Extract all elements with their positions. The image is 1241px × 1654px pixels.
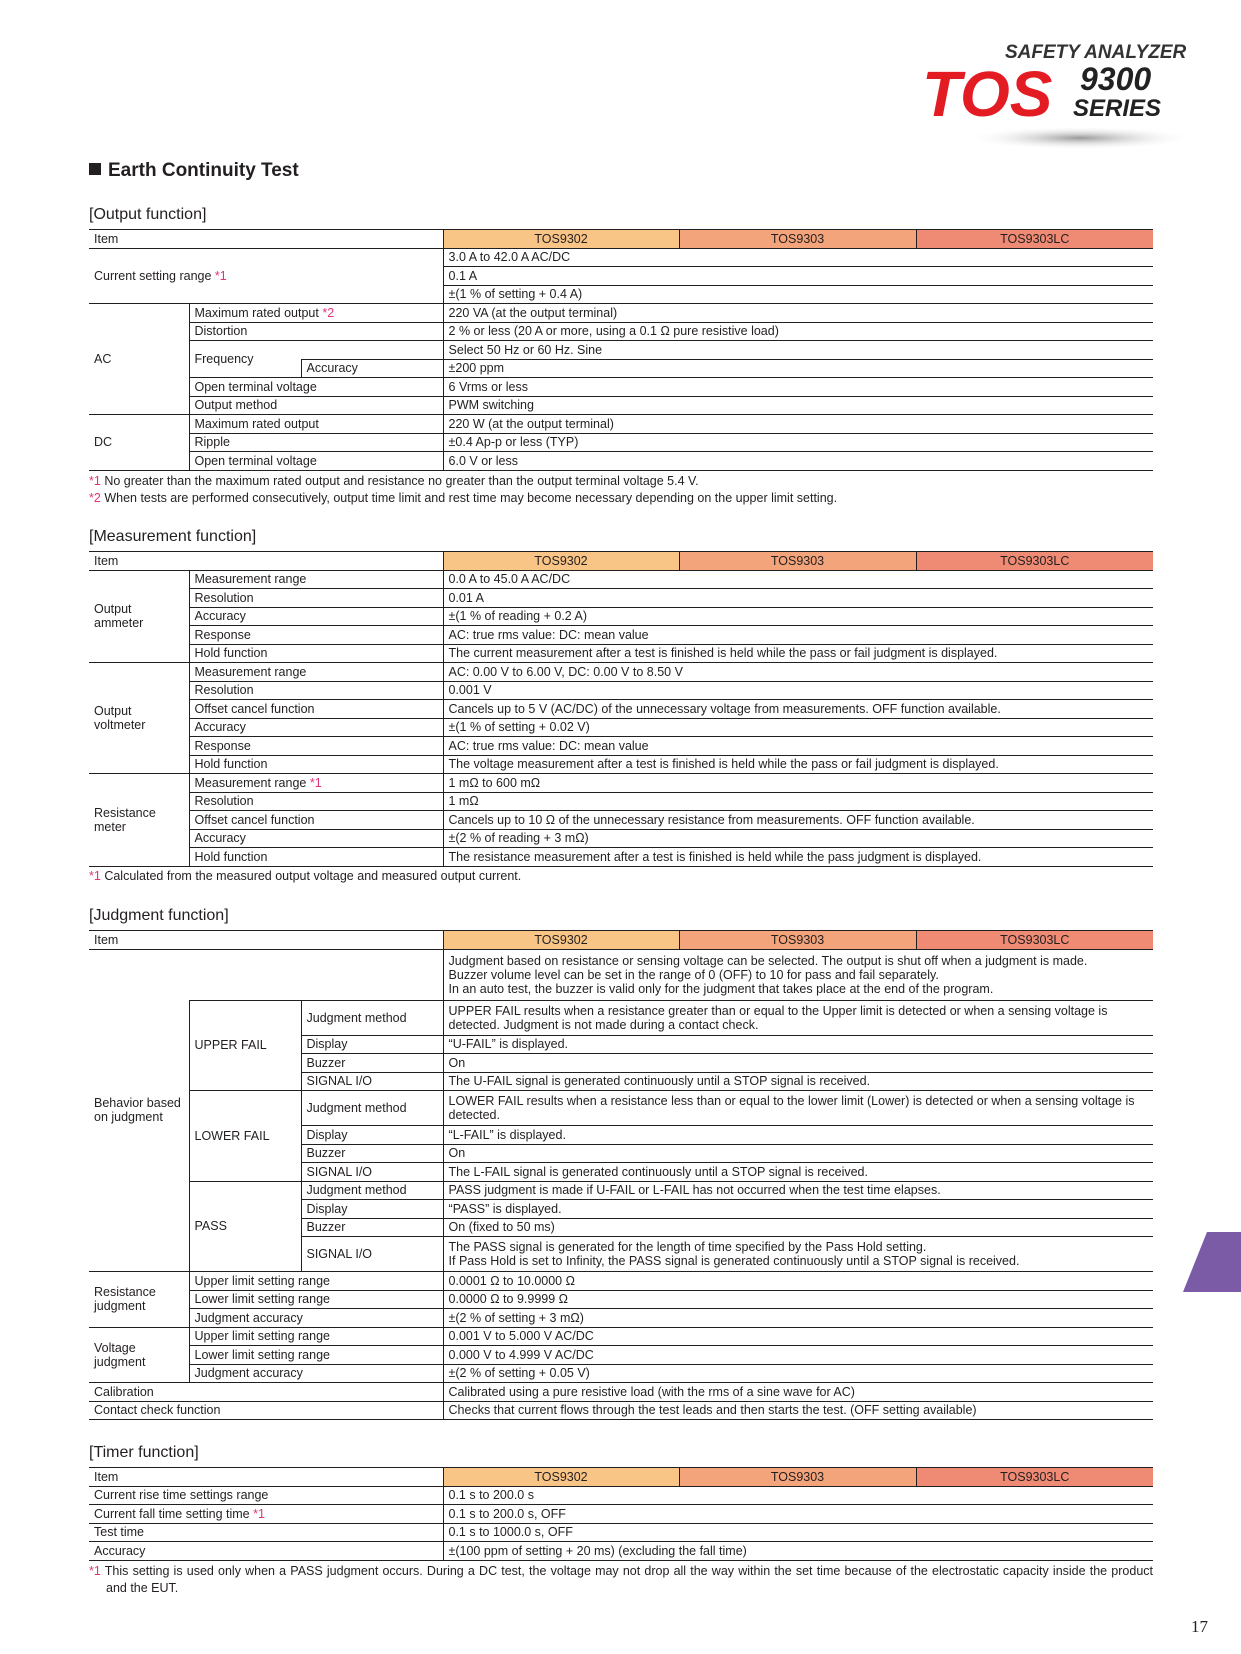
row-label: Open terminal voltage [189,378,443,397]
table-row [89,663,1153,682]
table-row [89,1181,1153,1200]
table-row [89,949,1153,1000]
cell-value: Judgment based on resistance or sensing voltage can be selected. The output is shut off when a judgment is made. Buzzer volume level can be set in the range of 0 (OFF) to 10 for pass and fail separately. In an auto test, the buzzer is valid only for the judgment that takes place at the end of the program. [443,949,1153,1000]
tos9300-logo [910,28,1210,158]
row-label: Accuracy [189,829,443,848]
cell-value: 0.1 A [443,267,1153,286]
cell-value: The voltage measurement after a test is finished is held while the pass or fail judgment is displayed. [443,755,1153,774]
row-label: Offset cancel function [189,700,443,719]
cell-value: On [443,1054,1153,1073]
cell-value: 0.0000 Ω to 9.9999 Ω [443,1290,1153,1309]
cell-value: The U-FAIL signal is generated continuously until a STOP signal is received. [443,1072,1153,1091]
table-header-row [89,552,1153,571]
cell-value: PASS judgment is made if U-FAIL or L-FAIL has not occurred when the test time elapses. [443,1181,1153,1200]
cell-value: 0.1 s to 200.0 s [443,1486,1153,1505]
table-row [89,378,1153,397]
cell-value: 0.1 s to 1000.0 s, OFF [443,1523,1153,1542]
cell-value: AC: 0.00 V to 6.00 V, DC: 0.00 V to 8.50 V [443,663,1153,682]
table-row [89,248,1153,267]
cell-value: The L-FAIL signal is generated continuously until a STOP signal is received. [443,1163,1153,1182]
row-label: Maximum rated output [189,415,443,434]
row-label: Response [189,737,443,756]
row-label: Accuracy [189,718,443,737]
table-row [89,1091,1153,1126]
tos9303lc-header: TOS9303LC [916,230,1153,249]
row-group-label: Resistance meter [89,774,189,867]
row-label: Maximum rated output *2 [189,304,443,323]
row-label: Measurement range *1 [189,774,443,793]
table-row [89,396,1153,415]
row-label: Ripple [189,433,443,452]
table-row [89,755,1153,774]
table-row [89,452,1153,471]
cell-value: The PASS signal is generated for the length of time specified by the Pass Hold setting. If Pass Hold is set to Infinity, the PASS signal is generated continuously until a STOP signal is received. [443,1237,1153,1272]
row-group-label: DC [89,415,189,471]
row-label: Resolution [189,589,443,608]
table-row [89,829,1153,848]
table-header-row [89,1468,1153,1487]
item-header: Item [89,931,443,950]
table-row [89,415,1153,434]
row-label: Output method [189,396,443,415]
row-label: Hold function [189,755,443,774]
table-row [89,718,1153,737]
cell-value: 2 % or less (20 A or more, using a 0.1 Ω pure resistive load) [443,322,1153,341]
square-bullet-icon [89,163,101,175]
section-title-text: Earth Continuity Test [108,160,299,181]
row-label: Upper limit setting range [189,1327,443,1346]
tos9303-header: TOS9303 [679,230,916,249]
judgment-function-heading: [Judgment function] [89,907,229,924]
cell-value: On (fixed to 50 ms) [443,1218,1153,1237]
cell-value: 0.0 A to 45.0 A AC/DC [443,570,1153,589]
output-function-heading: [Output function] [89,206,207,223]
row-label: LOWER FAIL [189,1091,301,1182]
cell-value: ±0.4 Ap-p or less (TYP) [443,433,1153,452]
cell-value: Select 50 Hz or 60 Hz. Sine [443,341,1153,360]
table-row [89,589,1153,608]
table-row [89,681,1153,700]
row-label: Hold function [189,644,443,663]
table-row [89,1309,1153,1328]
row-group-label: Output ammeter [89,570,189,663]
row-group-label: Voltage judgment [89,1327,189,1383]
row-sublabel: Accuracy [301,359,443,378]
row-label: Measurement range [189,663,443,682]
row-sublabel: Buzzer [301,1144,443,1163]
tos9302-header: TOS9302 [443,552,679,571]
row-label: Judgment accuracy [189,1309,443,1328]
cell-value: AC: true rms value: DC: mean value [443,737,1153,756]
row-label: Distortion [189,322,443,341]
cell-value: ±(1 % of reading + 0.2 A) [443,607,1153,626]
table-row [89,1383,1153,1402]
tos9303-header: TOS9303 [679,1468,916,1487]
cell-value: 0.1 s to 200.0 s, OFF [443,1505,1153,1524]
cell-value: ±(100 ppm of setting + 20 ms) (excluding the fall time) [443,1542,1153,1561]
footnote: *1 This setting is used only when a PASS judgment occurs. During a DC test, the voltage may not drop all the way within the set time because of the electrostatic capacity inside the product and the EUT. [89,1564,1153,1595]
row-label: Contact check function [89,1401,443,1420]
tos9302-header: TOS9302 [443,931,679,950]
row-sublabel: SIGNAL I/O [301,1237,443,1272]
table-row [89,1327,1153,1346]
section-title [89,160,299,182]
row-label: Current rise time settings range [89,1486,443,1505]
table-row [89,570,1153,589]
logo-series: SERIES [1073,95,1162,122]
table-row [89,1486,1153,1505]
side-tab-marker [1183,1232,1241,1292]
row-sublabel: SIGNAL I/O [301,1163,443,1182]
row-sublabel: Judgment method [301,1091,443,1126]
row-sublabel: Display [301,1200,443,1219]
page-number: 17 [1191,1617,1208,1636]
table-row [89,848,1153,867]
item-header: Item [89,1468,443,1487]
table-row [89,1401,1153,1420]
row-label: Offset cancel function [189,811,443,830]
table-row [89,1505,1153,1524]
tos9302-header: TOS9302 [443,230,679,249]
cell-value: 6.0 V or less [443,452,1153,471]
row-label: Response [189,626,443,645]
cell-value: ±(1 % of setting + 0.4 A) [443,285,1153,304]
table-row [89,792,1153,811]
table-row [89,774,1153,793]
table-row [89,1346,1153,1365]
tos9303lc-header: TOS9303LC [916,552,1153,571]
cell-value: 0.000 V to 4.999 V AC/DC [443,1346,1153,1365]
table-row [89,700,1153,719]
item-header: Item [89,552,443,571]
table-header-row [89,230,1153,249]
row-label: PASS [189,1181,301,1272]
row-sublabel: Buzzer [301,1218,443,1237]
logo-tagline: SAFETY ANALYZER [1005,42,1187,63]
cell-value: 0.01 A [443,589,1153,608]
cell-value: “U-FAIL” is displayed. [443,1035,1153,1054]
table-row [89,1542,1153,1561]
tos9303lc-header: TOS9303LC [916,931,1153,950]
row-label: Resolution [189,792,443,811]
measurement-function-table [89,551,1153,867]
cell-value: Cancels up to 5 V (AC/DC) of the unnecessary voltage from measurements. OFF function available. [443,700,1153,719]
tos9303-header: TOS9303 [679,552,916,571]
cell-value: Calibrated using a pure resistive load (with the rms of a sine wave for AC) [443,1383,1153,1402]
table-row [89,341,1153,360]
timer-function-table [89,1467,1153,1561]
row-label: Lower limit setting range [189,1290,443,1309]
row-label: Accuracy [89,1542,443,1561]
cell-value: 1 mΩ to 600 mΩ [443,774,1153,793]
cell-value: Cancels up to 10 Ω of the unnecessary resistance from measurements. OFF function available. [443,811,1153,830]
table-row [89,1000,1153,1035]
row-group-label: AC [89,304,189,415]
footnote: *1 Calculated from the measured output voltage and measured output current. [89,869,522,883]
table-row [89,322,1153,341]
row-label: Upper limit setting range [189,1272,443,1291]
cell-value: 3.0 A to 42.0 A AC/DC [443,248,1153,267]
footnote: *1 No greater than the maximum rated output and resistance no greater than the output terminal voltage 5.4 V. *2 When tests are performed consecutively, output time limit and rest time may become necessary depending on the upper limit setting. [89,474,838,505]
row-group-label: Behavior based on judgment [89,949,189,1272]
table-row [89,1290,1153,1309]
table-row [89,1364,1153,1383]
row-sublabel: Buzzer [301,1054,443,1073]
cell-value: The resistance measurement after a test is finished is held while the pass judgment is displayed. [443,848,1153,867]
table-row [89,811,1153,830]
cell-value: ±(2 % of setting + 0.05 V) [443,1364,1153,1383]
row-group-label: Resistance judgment [89,1272,189,1328]
table-row [89,626,1153,645]
row-label: Accuracy [189,607,443,626]
measurement-function-heading: [Measurement function] [89,528,257,545]
row-label: Lower limit setting range [189,1346,443,1365]
cell-value: On [443,1144,1153,1163]
table-row [89,1272,1153,1291]
cell-value: ±(1 % of setting + 0.02 V) [443,718,1153,737]
tos9303-header: TOS9303 [679,931,916,950]
logo-number: 9300 [1080,61,1152,97]
row-label: Measurement range [189,570,443,589]
row-group-label: Output voltmeter [89,663,189,774]
cell-value: 220 VA (at the output terminal) [443,304,1153,323]
cell-value: 1 mΩ [443,792,1153,811]
cell-value: 0.001 V to 5.000 V AC/DC [443,1327,1153,1346]
row-label: Calibration [89,1383,443,1402]
cell-value: 6 Vrms or less [443,378,1153,397]
table-row [89,1523,1153,1542]
row-label: Hold function [189,848,443,867]
cell-value: 0.001 V [443,681,1153,700]
cell-value: LOWER FAIL results when a resistance less than or equal to the lower limit (Lower) is detected or when a sensing voltage is detected. [443,1091,1153,1126]
judgment-function-table [89,930,1153,1420]
row-label: Judgment accuracy [189,1364,443,1383]
cell-value: 220 W (at the output terminal) [443,415,1153,434]
tos9302-header: TOS9302 [443,1468,679,1487]
row-sublabel: Judgment method [301,1000,443,1035]
row-label: Current setting range *1 [89,248,443,304]
table-row [89,304,1153,323]
output-function-table [89,229,1153,471]
cell-value: AC: true rms value: DC: mean value [443,626,1153,645]
row-label: Resolution [189,681,443,700]
cell-value: ±(2 % of setting + 3 mΩ) [443,1309,1153,1328]
cell-value: ±(2 % of reading + 3 mΩ) [443,829,1153,848]
cell-value: PWM switching [443,396,1153,415]
row-sublabel: SIGNAL I/O [301,1072,443,1091]
row-label: Test time [89,1523,443,1542]
table-row [89,644,1153,663]
tos9303lc-header: TOS9303LC [916,1468,1153,1487]
row-sublabel: Display [301,1035,443,1054]
cell-value: “L-FAIL” is displayed. [443,1126,1153,1145]
cell-value: UPPER FAIL results when a resistance greater than or equal to the Upper limit is detected or when a sensing voltage is detected. Judgment is not made during a contact check. [443,1000,1153,1035]
table-row [89,737,1153,756]
item-header: Item [89,230,443,249]
cell-value: Checks that current flows through the test leads and then starts the test. (OFF setting available) [443,1401,1153,1420]
timer-function-heading: [Timer function] [89,1444,199,1461]
table-row [89,607,1153,626]
cell-value: The current measurement after a test is finished is held while the pass or fail judgment is displayed. [443,644,1153,663]
row-sublabel: Display [301,1126,443,1145]
cell-value: ±200 ppm [443,359,1153,378]
row-label: UPPER FAIL [189,1000,301,1091]
row-sublabel: Judgment method [301,1181,443,1200]
row-label: Frequency [189,341,301,378]
row-label: Current fall time setting time *1 [89,1505,443,1524]
cell-value: “PASS” is displayed. [443,1200,1153,1219]
cell-value: 0.0001 Ω to 10.0000 Ω [443,1272,1153,1291]
row-label: Open terminal voltage [189,452,443,471]
table-row [89,433,1153,452]
table-header-row [89,931,1153,950]
logo-letters: TOS [922,58,1053,130]
